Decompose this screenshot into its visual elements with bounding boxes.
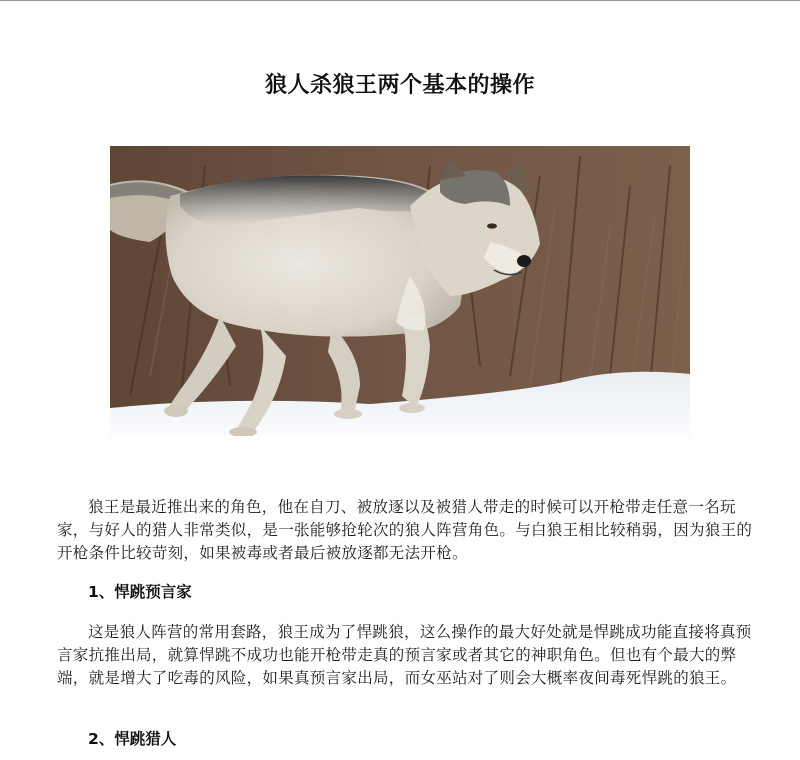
wolf-photo bbox=[110, 146, 690, 436]
section-heading: 2、悍跳猎人 bbox=[88, 730, 177, 748]
section-heading: 1、悍跳预言家 bbox=[88, 583, 192, 601]
page-title: 狼人杀狼王两个基本的操作 bbox=[264, 73, 535, 98]
section-body: 这是狼人阵营的常用套路，狼王成为了悍跳狼，这么操作的最大好处就是悍跳成功能直接将真预言家抗推出局，就算悍跳不成功也能开枪带走真的预言家或者其它的神职角色。但也有个最大的弊端，就是增大了吃毒的风险，如果真预言家出局，而女巫站对了则会大概率夜间毒死悍跳的狼王。 bbox=[57, 623, 752, 687]
top-border bbox=[0, 0, 800, 1]
intro-paragraph: 狼王是最近推出来的角色，他在自刀、被放逐以及被猎人带走的时候可以开枪带走任意一名玩家，与好人的猎人非常类似，是一张能够抢轮次的狼人阵营角色。与白狼王相比较稍弱，因为狼王的开枪条件比较苛刻，如果被毒或者最后被放逐都无法开枪。 bbox=[57, 498, 753, 562]
